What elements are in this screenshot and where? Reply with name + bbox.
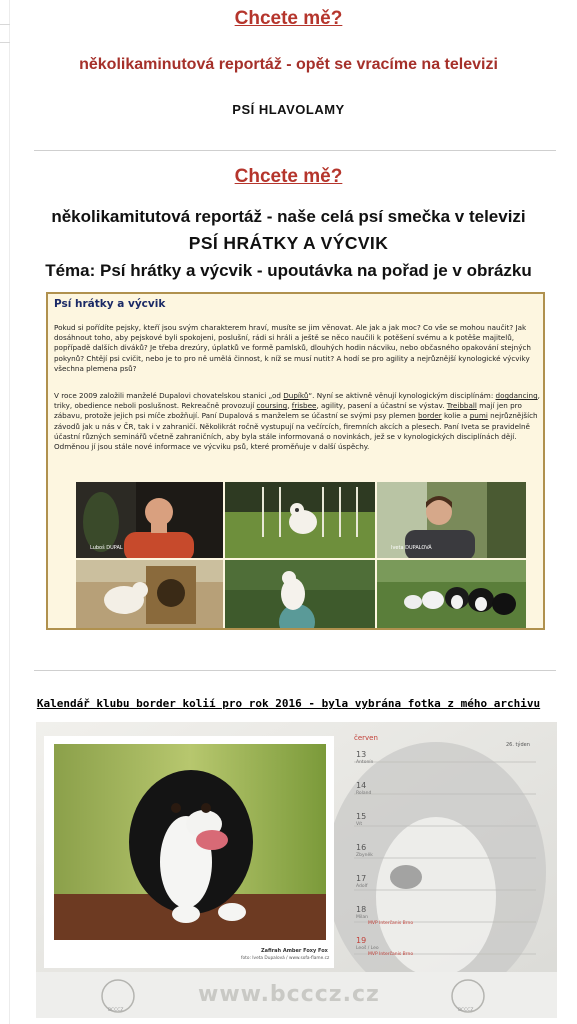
article-paragraph-2: V roce 2009 založili manželé Dupalovi chovatelskou stanici „od Dupíků“. Nyní se aktivně věnují kynologickým disciplínám: dogdancing, triky, obedience neboli poslušnost. Rekreačně provozují coursing, frisbee, agility, pasení a účastní se výstav. Treibball mají jen pro zábavu, protože jejich psi míče zbožňují. Paní Dupalová s manželem se účastní se svými psy plemen border kolie a pumi nejrůznějších závodů jak u nás v ČR, tak i v zahraničí. Několikrát ročně vystupují na večírcích, firemních akcích a plesech. Paní Iveta se pravidelně účastní různých seminářů včetně zahraničních, aby byla stále informovaná o novinkách, jež se v kynologických disciplínách dějí. Odměnou jí jsou stále nové informace ve výcviku psů, které proměňuje v další úspěchy. <box>54 391 540 452</box>
calendar-day-name: Leoš / Leo <box>356 946 379 951</box>
calendar-day-name: Adolf <box>356 884 368 889</box>
section2-line1: několikamitutová reportáž - naše celá psí smečka v televizi <box>51 207 526 226</box>
photo-man-interview <box>76 482 223 558</box>
left-edge-strip <box>0 0 10 1024</box>
photo-woman-interview <box>377 482 526 558</box>
section-divider <box>34 150 556 151</box>
calendar-event: MVP Interčanis Brno <box>368 921 414 926</box>
calendar-day-number: 19 <box>356 936 367 945</box>
edge-mark <box>0 42 10 43</box>
section1-heading-link[interactable]: Chcete mě? <box>234 8 343 29</box>
photo-dog-box <box>76 560 223 628</box>
section2-heading-link[interactable]: Chcete mě? <box>234 166 343 187</box>
photo-dog-ball <box>225 560 375 628</box>
calendar-caption-link[interactable]: Kalendář klubu border kolií pro rok 2016 - byla vybrána fotka z mého archivu <box>36 697 541 710</box>
link-treibball: Treibball <box>446 401 477 411</box>
section2-line3: Téma: Psí hrátky a výcvik - upoutávka na pořad je v obrázku <box>45 261 532 280</box>
link-frisbee: frisbee <box>291 401 317 411</box>
calendar-day-number: 15 <box>356 812 367 821</box>
photo-caption-lubos: Luboš DUPAL <box>90 545 123 551</box>
calendar-day-number: 16 <box>356 843 367 852</box>
link-border: border <box>417 411 442 421</box>
calendar-photo-dog-name: Zafirah Amber Foxy Fox <box>261 948 328 954</box>
photo-caption-iveta: Iveta DUPALOVÁ <box>391 545 432 551</box>
calendar-day-number: 13 <box>356 750 367 759</box>
link-dupiku: Dupíků <box>283 391 309 400</box>
calendar-day-number: 14 <box>356 781 367 790</box>
section1-label: PSÍ HLAVOLAMY <box>232 102 345 117</box>
calendar-month: červen <box>354 734 378 742</box>
article-image-link[interactable] <box>46 292 545 630</box>
calendar-day-number: 18 <box>356 905 367 914</box>
link-coursing: coursing <box>256 401 288 411</box>
link-pumi: pumi <box>469 411 488 421</box>
section1-subheading: několikaminutová reportáž - opět se vracíme na televizi <box>79 56 498 73</box>
article-paragraph-1: Pokud si pořídíte pejsky, kteří jsou svým charakterem hraví, musíte se jim věnovat. Ale jak a jak moc? Co vše se mohou naučit? Jak dosáhnout toho, aby pejskové byli spokojeni, poslušní, rádi si hráli a ještě se něco naučili k potěšení svému a k potěše majitelů, popřípadě dalších diváků? Je třeba drezúry, úplatků ve formě pamlsků, dlouhých hodin nácviku, nebo občasného opakování stejných pokynů? Chtějí psi cvičit, nebo je to pro ně umělá činnost, k níž se musí nutit? A hodí se pro agility a nejrůznější kynologické výcviky všechna plemena psů? <box>54 323 531 373</box>
section2-line2: PSÍ HRÁTKY A VÝCVIK <box>188 233 389 253</box>
photo-dog-weave-poles <box>225 482 375 558</box>
calendar-day-name: Zbyněk <box>356 853 373 858</box>
calendar-day-name: Roland <box>356 791 372 796</box>
calendar-day-name: Vít <box>356 822 363 827</box>
calendar-day-name: Antonín <box>356 760 374 765</box>
club-logo-right-text: BCCCZ <box>458 1008 474 1013</box>
calendar-day-name: Milan <box>356 915 368 920</box>
calendar-photo <box>36 722 557 1018</box>
calendar-week: 26. týden <box>506 742 530 748</box>
article-title: Psí hrátky a výcvik <box>54 298 166 310</box>
link-dogdancing: dogdancing <box>495 391 538 400</box>
calendar-website: www.bcccz.cz <box>198 982 380 1007</box>
photo-dogs-lineup <box>377 560 526 628</box>
calendar-photo-credit: foto: Iveta Dupalová / www.sofa-flame.cz <box>241 956 330 961</box>
club-logo-left-text: BCCCZ <box>108 1008 124 1013</box>
calendar-event: MVP Interčanis Brno <box>368 952 414 957</box>
calendar-day-number: 17 <box>356 874 367 883</box>
section-divider <box>34 670 556 671</box>
